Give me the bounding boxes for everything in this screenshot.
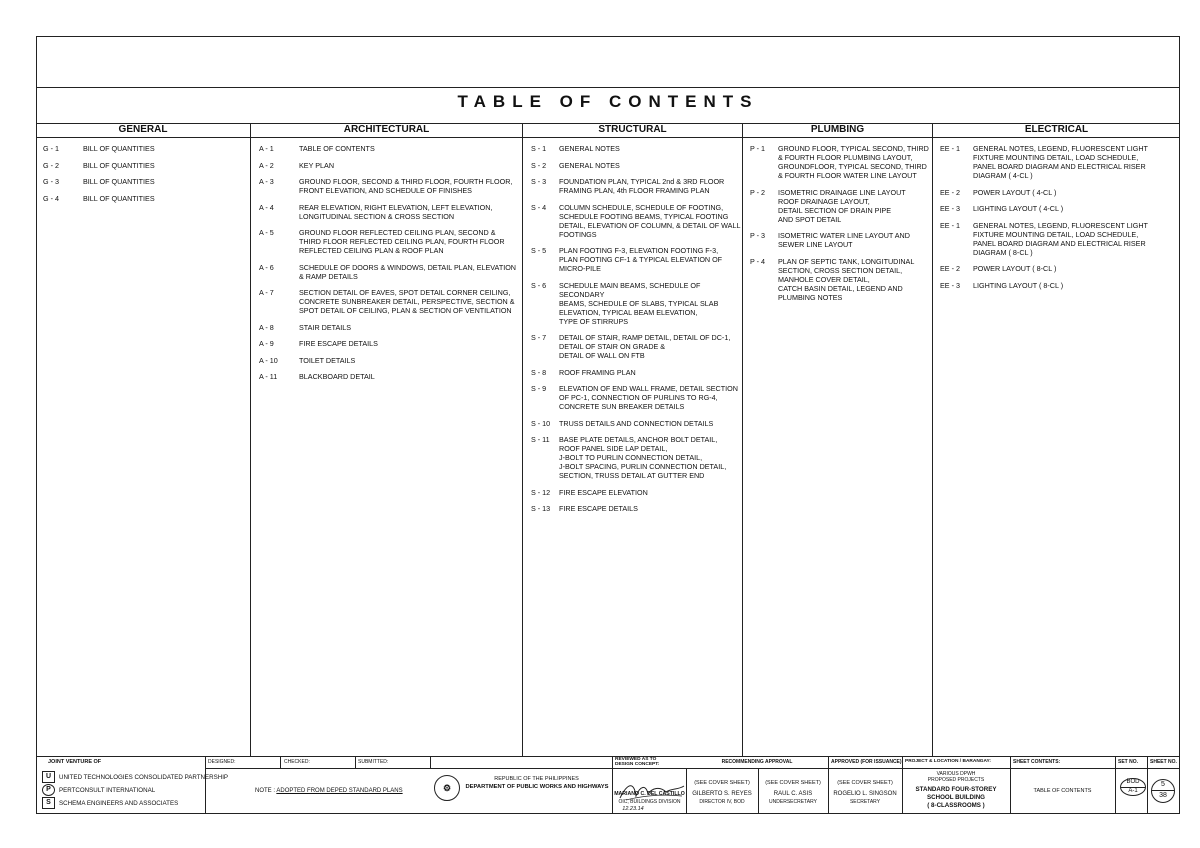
sheet-description: ELEVATION OF END WALL FRAME, DETAIL SECTION OF PC-1, CONNECTION OF PURLINS TO RG-4, CONCRETE SUN BREAKER DETAILS [559, 384, 738, 411]
sheet-entry [259, 339, 517, 348]
sheet-description: GROUND FLOOR, TYPICAL SECOND, THIRD & FOURTH FLOOR PLUMBING LAYOUT, GROUNDFLOOR, TYPICAL SECOND, THIRD & FOURTH FLOOR WATER LINE LAYOUT [778, 144, 929, 180]
sheet-description: KEY PLAN [299, 160, 335, 170]
tb-divider [280, 756, 281, 768]
sheet-description: TABLE OF CONTENTS [299, 144, 375, 153]
sheet-code: G - 1 [43, 144, 59, 153]
sheet-description: SECTION DETAIL OF EAVES, SPOT DETAIL CORNER CEILING, CONCRETE SUNBREAKER DETAIL, PERSPECTIVE, SECTION & SPOT DETAIL OF CEILING, PLAN & SECTION OF VENTILATION [299, 288, 515, 315]
title-block-top-rule [36, 756, 1180, 757]
rec2-title: UNDERSECRETARY [769, 799, 817, 805]
sheet-description: TRUSS DETAILS AND CONNECTION DETAILS [559, 418, 714, 428]
sheet-entry [940, 221, 1175, 257]
header-bottom-rule [36, 137, 1180, 138]
note-prefix: NOTE : [255, 788, 276, 794]
sheet-contents-label: SHEET CONTENTS: [1013, 759, 1061, 765]
schema-logo-icon: S [42, 797, 55, 809]
sheet-entry [531, 333, 741, 360]
sheet-code: A - 2 [259, 160, 274, 170]
designed-label: DESIGNED: [208, 759, 236, 765]
sheet-code: EE - 2 [940, 187, 960, 197]
republic-label: REPUBLIC OF THE PHILIPPINES [494, 776, 579, 782]
sheet-entry [259, 203, 517, 221]
sheet-code: A - 4 [259, 202, 274, 212]
heading-structural: STRUCTURAL [598, 124, 667, 135]
sheet-description: TOILET DETAILS [299, 355, 356, 365]
sheet-entry [531, 177, 741, 195]
firm-row [42, 771, 228, 783]
tb-divider [355, 756, 356, 768]
electrical-sheet-list [940, 144, 1175, 297]
sheet-code: EE - 3 [940, 280, 960, 290]
sheet-description: BILL OF QUANTITIES [83, 160, 155, 170]
sheet-description: GENERAL NOTES [559, 144, 620, 153]
sheet-no-badge [1151, 779, 1175, 803]
note [255, 788, 403, 794]
sheet-code: A - 7 [259, 288, 274, 297]
sheet-code: S - 1 [531, 144, 547, 153]
col-divider [932, 123, 933, 757]
note-text: ADOPTED FROM DEPED STANDARD PLANS [276, 788, 403, 794]
sheet-description: BLACKBOARD DETAIL [299, 372, 375, 381]
tb-divider [1115, 756, 1116, 814]
sheet-entry [259, 228, 517, 255]
recommending-label: RECOMMENDING APPROVAL [721, 759, 793, 765]
sheet-code: S - 3 [531, 177, 547, 186]
sheet-code: P - 2 [750, 187, 766, 197]
sheet-code: S - 8 [531, 367, 547, 377]
sheet-entry [43, 161, 243, 170]
sheet-code: S - 6 [531, 280, 547, 290]
sheet-entry [750, 188, 930, 224]
sheet-entry [750, 144, 930, 180]
firm-name: SCHEMA ENGINEERS AND ASSOCIATES [59, 799, 179, 807]
sheet-entry [940, 204, 1175, 213]
sheet-description: LIGHTING LAYOUT ( 4-CL ) [973, 204, 1064, 213]
sheet-no-label: SHEET NO. [1150, 759, 1177, 765]
sheet-code: S - 4 [531, 202, 547, 212]
heading-electrical: ELECTRICAL [1024, 124, 1089, 135]
sheet-entry [43, 144, 243, 153]
sheet-entry [43, 194, 243, 203]
sheet-code: P - 1 [750, 144, 766, 153]
page-title: TABLE OF CONTENTS [457, 92, 759, 111]
sheet-description: FIRE ESCAPE DETAILS [559, 504, 638, 513]
sheet-no: 5 [1161, 781, 1165, 788]
rec2-note: (SEE COVER SHEET) [765, 780, 821, 786]
approved-title: SECRETARY [849, 799, 881, 805]
sheet-description: GENERAL NOTES, LEGEND, FLUORESCENT LIGHT FIXTURE MOUNTING DETAIL, LOAD SCHEDULE, PANEL BOARD DIAGRAM AND ELECTRICAL RISER DIAGRAM ( 4-CL ) [973, 144, 1148, 180]
sheet-description: ISOMETRIC DRAINAGE LINE LAYOUT ROOF DRAINAGE LAYOUT, DETAIL SECTION OF DRAIN PIPE AND SPOT DETAIL [778, 187, 906, 224]
sheet-entry [531, 281, 741, 326]
utcp-logo-icon: U [42, 771, 55, 783]
joint-venture-label: JOINT VENTURE OF [48, 759, 102, 765]
rec1-title: DIRECTOR IV, BOD [699, 799, 745, 805]
sheet-entry [259, 144, 517, 153]
sheet-entry [531, 161, 741, 170]
set-no-label: SET NO. [1118, 759, 1139, 765]
sheet-code: A - 11 [259, 372, 278, 381]
project-line1: VARIOUS DPWH [936, 771, 976, 777]
dpwh-seal-icon: ⚙ [434, 775, 460, 801]
firm-name: PERTCONSULT INTERNATIONAL [59, 786, 156, 794]
approved-label: APPROVED (FOR ISSUANCE) [831, 759, 902, 765]
project-line5: ( 8-CLASSROOMS ) [927, 802, 985, 809]
sheet-entry [531, 384, 741, 411]
architectural-sheet-list [259, 144, 517, 389]
col-divider [250, 123, 251, 757]
sheet-entry [259, 356, 517, 365]
sheet-code: A - 6 [259, 262, 274, 272]
sheet-description: FOUNDATION PLAN, TYPICAL 2nd & 3RD FLOOR FRAMING PLAN, 4th FLOOR FRAMING PLAN [559, 177, 725, 195]
sheet-code: A - 10 [259, 355, 278, 365]
sheet-description: GENERAL NOTES [559, 160, 620, 170]
sheet-description: BILL OF QUANTITIES [83, 144, 155, 153]
sheet-entry [259, 288, 517, 315]
sheet-description: POWER LAYOUT ( 8-CL ) [973, 264, 1057, 273]
sheet-description: POWER LAYOUT ( 4-CL ) [973, 187, 1057, 197]
sheet-entry [43, 177, 243, 186]
tb-divider [430, 756, 431, 768]
general-sheet-list [43, 144, 243, 210]
sheet-description: DETAIL OF STAIR, RAMP DETAIL, DETAIL OF DC-1, DETAIL OF STAIR ON GRADE & DETAIL OF WALL ON FTB [559, 333, 731, 360]
sheet-entry [940, 281, 1175, 290]
heading-general: GENERAL [118, 124, 168, 135]
sheet-entry [531, 488, 741, 497]
project-line2: PROPOSED PROJECTS [927, 777, 985, 783]
firm-name: UNITED TECHNOLOGIES CONSOLIDATED PARTNERSHIP [59, 773, 229, 781]
sheet-code: S - 11 [531, 435, 550, 444]
checked-label: CHECKED: [284, 759, 310, 765]
sheet-total: 38 [1152, 790, 1174, 801]
set-no-badge [1120, 778, 1146, 796]
sheet-entry [259, 177, 517, 195]
tb-rule [612, 768, 1180, 769]
sheet-entry [531, 203, 741, 239]
sheet-entry [940, 264, 1175, 273]
sheet-code: P - 4 [750, 256, 766, 266]
sheet-code: EE - 1 [940, 220, 960, 230]
project-line4: SCHOOL BUILDING [927, 794, 985, 801]
tb-rule [205, 768, 612, 769]
sheet-description: GROUND FLOOR, SECOND & THIRD FLOOR, FOURTH FLOOR, FRONT ELEVATION, AND SCHEDULE OF FINISHES [299, 177, 513, 195]
sheet-entry [259, 161, 517, 170]
sheet-description: ROOF FRAMING PLAN [559, 367, 636, 377]
rec2-name: RAUL C. ASIS [773, 791, 813, 797]
sheet-entry [531, 435, 741, 480]
sheet-entry [531, 419, 741, 428]
sheet-description: GENERAL NOTES, LEGEND, FLUORESCENT LIGHT FIXTURE MOUNTING DETAIL, LOAD SCHEDULE, PANEL BOARD DIAGRAM AND ELECTRICAL RISER DIAGRAM ( 8-CL ) [973, 220, 1148, 257]
sheet-entry [259, 372, 517, 381]
sheet-code: S - 10 [531, 418, 551, 428]
sheet-code: A - 5 [259, 228, 274, 237]
approved-name: ROGELIO L. SINGSON [833, 791, 897, 797]
sheet-code: P - 3 [750, 231, 766, 240]
sheet-description: BILL OF QUANTITIES [83, 177, 155, 186]
sheet-description: LIGHTING LAYOUT ( 8-CL ) [973, 280, 1064, 290]
plumbing-sheet-list [750, 144, 930, 309]
reviewer-division: OIC, BUILDINGS DIVISION [618, 799, 681, 805]
sheet-code: A - 9 [259, 339, 274, 348]
sheet-code: S - 13 [531, 504, 551, 513]
heading-plumbing: PLUMBING [810, 124, 865, 135]
sheet-code: G - 4 [43, 193, 59, 203]
sheet-code: S - 5 [531, 246, 547, 255]
heading-architectural: ARCHITECTURAL [343, 124, 430, 135]
submitted-label: SUBMITTED: [358, 759, 389, 765]
firm-row [42, 797, 178, 809]
tb-divider [1147, 756, 1148, 814]
sheet-contents-value: TABLE OF CONTENTS [1033, 788, 1092, 794]
project-line3: STANDARD FOUR-STOREY [915, 786, 997, 793]
sheet-code: S - 9 [531, 384, 547, 393]
structural-sheet-list [531, 144, 741, 521]
sheet-code: G - 3 [43, 177, 59, 186]
tb-divider [205, 756, 206, 814]
set-no-bottom: A-1 [1121, 787, 1145, 796]
sheet-code: EE - 1 [940, 144, 960, 153]
sheet-entry [259, 263, 517, 281]
sheet-description: PLAN FOOTING F-3, ELEVATION FOOTING F-3, PLAN FOOTING CF-1 & TYPICAL ELEVATION OF MICRO-PILE [559, 246, 723, 273]
sheet-entry [940, 188, 1175, 197]
sheet-entry [531, 246, 741, 273]
rec1-name: GILBERTO S. REYES [692, 791, 752, 797]
tb-divider [1010, 756, 1011, 814]
sheet-entry [531, 368, 741, 377]
sheet-description: BASE PLATE DETAILS, ANCHOR BOLT DETAIL, ROOF PANEL SIDE LAP DETAIL, J-BOLT TO PURLIN CONNECTION DETAIL, J-BOLT SPACING, PURLIN CONNECTION DETAIL, SECTION, TRUSS DETAIL AT GUTTER END [559, 435, 727, 480]
sheet-description: COLUMN SCHEDULE, SCHEDULE OF FOOTING, SCHEDULE FOOTING BEAMS, TYPICAL FOOTING DETAIL, ELEVATION OF COLUMN, & DETAIL OF WALL FOOTINGS [559, 202, 741, 239]
col-divider [522, 123, 523, 757]
pertconsult-logo-icon: P [42, 784, 55, 796]
sheet-entry [259, 323, 517, 332]
sheet-code: S - 12 [531, 487, 551, 497]
sheet-description: FIRE ESCAPE DETAILS [299, 339, 378, 348]
sheet-entry [940, 144, 1175, 180]
sheet-description: BILL OF QUANTITIES [83, 193, 155, 203]
firm-row [42, 784, 155, 796]
col-divider [742, 123, 743, 757]
sheet-entry [531, 144, 741, 153]
sheet-code: S - 7 [531, 333, 547, 342]
sheet-code: A - 3 [259, 177, 274, 186]
project-label: PROJECT & LOCATION / BARANGAY: [905, 759, 991, 764]
sheet-description: SCHEDULE OF DOORS & WINDOWS, DETAIL PLAN, ELEVATION & RAMP DETAILS [299, 262, 516, 281]
sheet-code: EE - 2 [940, 264, 960, 273]
sheet-code: S - 2 [531, 160, 547, 170]
sheet-description: ISOMETRIC WATER LINE LAYOUT AND SEWER LINE LAYOUT [778, 231, 910, 249]
title-top-rule [36, 87, 1180, 88]
review-date: 12.23.14 [622, 806, 644, 812]
sheet-entry [750, 257, 930, 302]
approved-note: (SEE COVER SHEET) [837, 780, 893, 786]
sheet-code: EE - 3 [940, 204, 960, 213]
reviewer-name: MARIANO C. DEL CASTILLO [614, 791, 685, 797]
sheet-description: GROUND FLOOR REFLECTED CEILING PLAN, SECOND & THIRD FLOOR REFLECTED CEILING PLAN, FOURTH FLOOR REFLECTED CEILING PLAN & ROOF PLAN [299, 228, 505, 255]
sheet-description: SCHEDULE MAIN BEAMS, SCHEDULE OF SECONDARY BEAMS, SCHEDULE OF SLABS, TYPICAL SLAB ELEVATION, TYPICAL BEAM ELEVATION, TYPE OF STIRRUPS [559, 280, 719, 326]
sheet-code: A - 1 [259, 144, 274, 153]
reviewed-label: REVIEWED AS TO DESIGN CONCEPT: [615, 757, 660, 768]
sheet-entry [531, 504, 741, 513]
rec1-note: (SEE COVER SHEET) [694, 780, 750, 786]
sheet-code: G - 2 [43, 160, 59, 170]
department-label: DEPARTMENT OF PUBLIC WORKS AND HIGHWAYS [465, 784, 609, 790]
sheet-description: PLAN OF SEPTIC TANK, LONGITUDINAL SECTION, CROSS SECTION DETAIL, MANHOLE COVER DETAIL, CATCH BASIN DETAIL, LEGEND AND PLUMBING NOTES [778, 256, 915, 302]
sheet-entry [750, 231, 930, 249]
sheet-description: REAR ELEVATION, RIGHT ELEVATION, LEFT ELEVATION, LONGITUDINAL SECTION & CROSS SECTION [299, 202, 493, 221]
set-no-top: BOD [1126, 779, 1140, 785]
sheet-description: STAIR DETAILS [299, 322, 352, 332]
sheet-code: A - 8 [259, 322, 274, 332]
sheet-description: FIRE ESCAPE ELEVATION [559, 487, 648, 497]
